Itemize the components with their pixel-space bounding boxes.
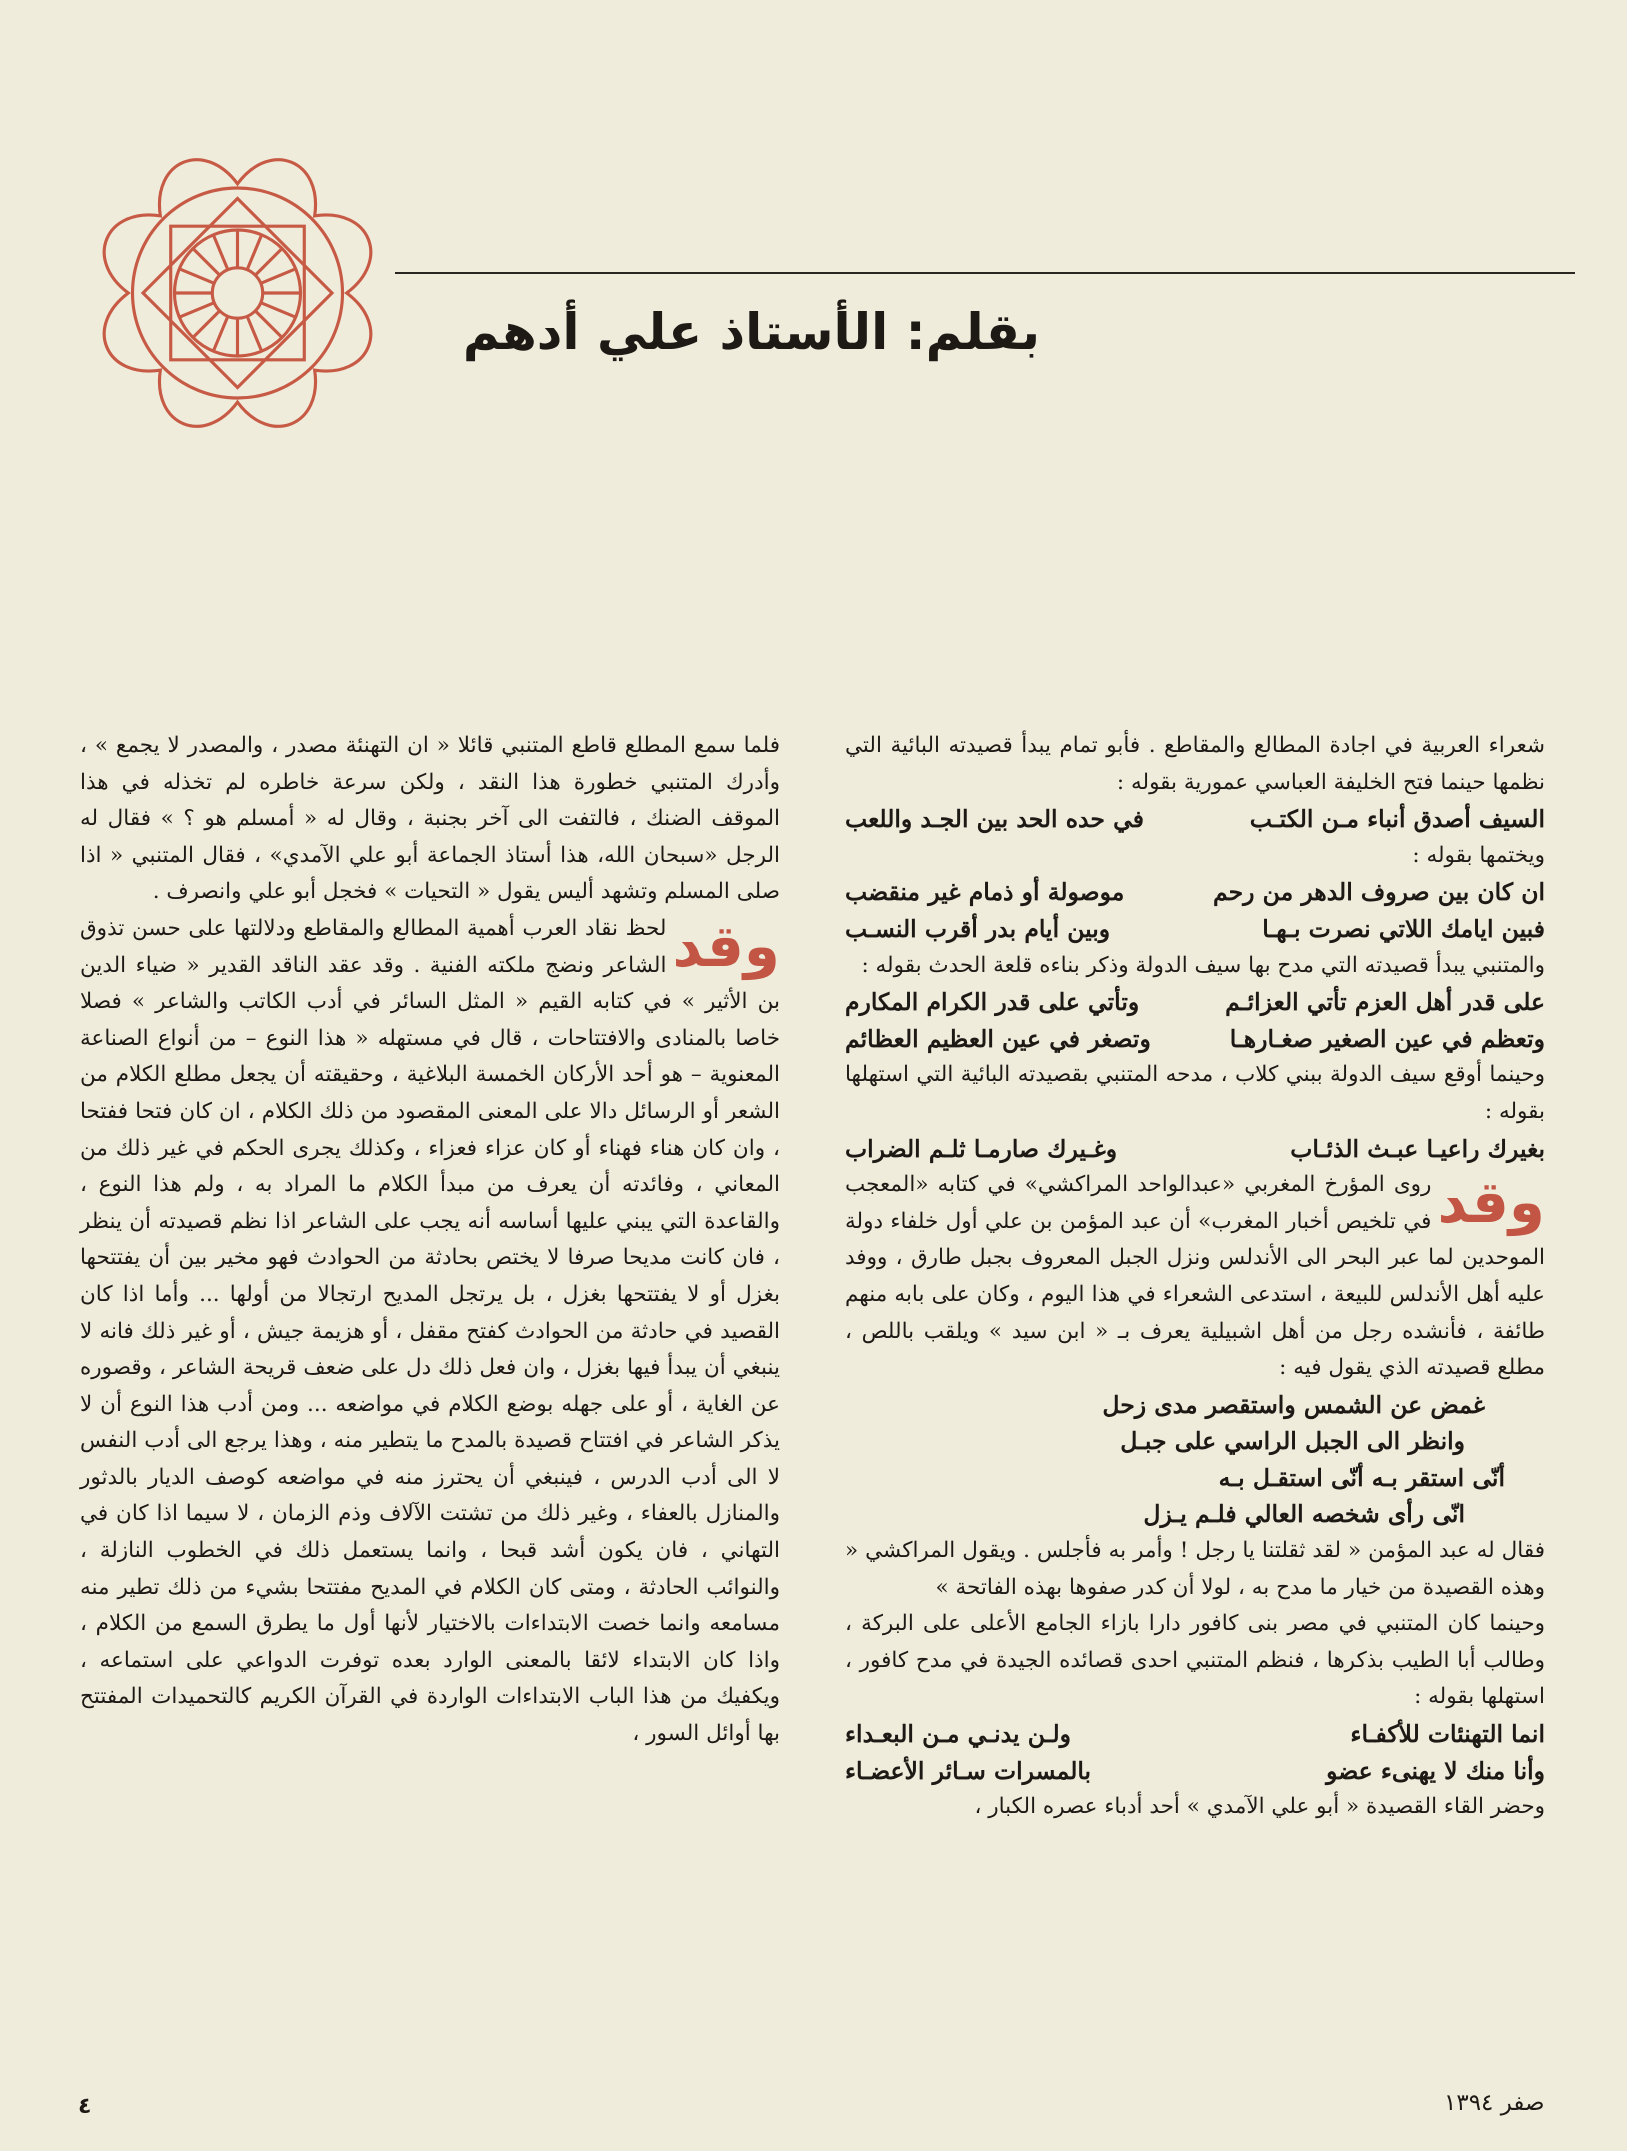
paragraph — [845, 728, 1545, 801]
paragraph-text: لحظ نقاد العرب أهمية المطالع والمقاطع ودلالتها على حسن تذوق الشاعر ونضج ملكته الفنية . وقد عقد الناقد القدير « ضياء الدين بن الأثير » في كتابه القيم « المثل السائر في أدب الكاتب والشاعر » فصلا خاصا بالمنادى والافتتاحات ، قال في مستهله « هذا النوع – من أنواع الصناعة المعنوية – هو أحد الأركان الخمسة البلاغية ، وحقيقته أن يجعل مطلع الكلام من الشعر أو الرسائل دالا على المعنى المقصود من ذلك الكلام ، ان كان فتحا ففتحا ، وان كان هناء فهناء أو كان عزاء فعزاء ، وكذلك يجرى الحكم في غير ذلك من المعاني ، وفائدته أن يعرف من مبدأ الكلام ما المراد به ، ولم هذا النوع ، والقاعدة التي يبني عليها أساسه أنه يجب على الشاعر اذا نظم قصيدته أن ينظر ، فان كانت مديحا صرفا لا يختص بحادثة من الحوادث فهو مخير بين أن يفتتحها بغزل أو لا يفتتحها بغزل ، بل يرتجل المديح ارتجالا من أولها ... وأما اذا كان القصيد في حادثة من الحوادث كفتح مقفل ، أو هزيمة جيش ، أو غير ذلك فانه لا ينبغي أن يبدأ فيها بغزل ، وان فعل ذلك دل على ضعف قريحة الشاعر ، وقصوره عن الغاية ، أو على جهله بوضع الكلام في مواضعه ... ومن أدب هذا النوع أن لا يذكر الشاعر في افتتاح قصيدة بالمدح ما يتطير منه ، وهذا يرجع الى أدب النفس لا الى أدب الدرس ، فينبغي أن يحترز منه في مواضعه كوصف الديار بالدثور والمنازل بالعفاء ، وغير ذلك من تشتت الآلاف وذم الزمان ، لا سيما اذا كان في التهاني ، فان يكون أشد قبحا ، وانما يستعمل ذلك في الخطوب النازلة ، والنوائب الحادثة ، ومتى كان الكلام في المديح مفتتحا بشيء من ذلك تطير منه مسامعه وانما خصت الابتداءات بالاختيار لأنها أول ما يطرق السمع من الكلام ، واذا كان الابتداء لائقا بالمعنى الوارد بعده توفرت الدواعي على استماعه ، ويكفيك من هذا الباب الابتداءات الواردة في القرآن الكريم كالتحميدات المفتتح بها أوائل السور ، — [80, 915, 780, 1747]
paragraph — [845, 948, 1545, 985]
paragraph-text: فقال له عبد المؤمن « لقد ثقلتنا يا رجل ! وأمر به فأجلس . ويقول المراكشي « وهذه القصيدة من خيار ما مدح به ، لولا أن كدر صفوها بهذه الفاتحة » — [845, 1538, 1545, 1600]
paragraph — [80, 911, 780, 1753]
article-byline: بقلم: الأستاذ علي أدهم — [462, 303, 1040, 361]
hemistich-second: موصولة أو ذمام غير منقضب — [845, 878, 1125, 907]
hemistich-first: وتعظم في عين الصغير صغـارهـا — [1229, 1024, 1545, 1053]
hemistich-second: وبين أيام بدر أقرب النسـب — [845, 914, 1111, 943]
paragraph-text: شعراء العربية في اجادة المطالع والمقاطع . فأبو تمام يبدأ قصيدته البائية التي نظمها حينما فتح الخليفة العباسي عمورية بقوله : — [845, 733, 1545, 795]
paragraph-text: ويختمها بقوله : — [1412, 842, 1545, 868]
verse-line — [845, 984, 1545, 1021]
hemistich-first: بغيرك راعيـا عبـث الذئـاب — [1290, 1134, 1545, 1163]
hemistich-first: السيف أصدق أنباء مـن الكتـب — [1249, 805, 1545, 834]
paragraph-text: وحينما أوقع سيف الدولة ببني كلاب ، مدحه المتنبي بقصيدته البائية التي استهلها بقوله : — [845, 1062, 1545, 1124]
verse-line — [845, 1131, 1545, 1168]
verse-line — [845, 1753, 1545, 1790]
hemistich-second: بالمسرات سـائر الأعضـاء — [845, 1756, 1092, 1785]
paragraph — [845, 1789, 1545, 1826]
verse-line — [845, 1716, 1545, 1753]
verse-line — [845, 1021, 1545, 1058]
hemistich-first: وأنا منك لا يهنىء عضو — [1326, 1756, 1545, 1785]
paragraph — [80, 728, 780, 911]
paragraph-text: فلما سمع المطلع قاطع المتنبي قائلا « ان التهنئة مصدر ، والمصدر لا يجمع » ، وأدرك المتنبي خطورة هذا النقد ، ولكن سرعة خاطره لم تخذله في هذا الموقف الضنك ، فالتفت الى آخر بجنبة ، وقال له « أمسلم هو ؟ » فقال له الرجل «سبحان الله، هذا أستاذ الجماعة أبو علي الآمدي» ، فقال المتنبي « اذا صلى المسلم وتشهد أليس يقول « التحيات » فخجل أبو علي وانصرف . — [80, 733, 780, 905]
right-column — [845, 728, 1545, 1826]
paragraph-text: روى المؤرخ المغربي «عبدالواحد المراكشي» في كتابه «المعجب في تلخيص أخبار المغرب» أن عبد المؤمن بن علي أول خلفاء دولة الموحدين لما عبر البحر الى الأندلس ونزل الجبل المعروف بجبل طارق ، ووفد عليه أهل الأندلس للبيعة ، استدعى الشعراء في هذا اليوم ، وكان على بابه منهم طائفة ، فأنشده رجل من أهل اشبيلية يعرف بـ « ابن سيد » ويلقب باللص ، مطلع قصيدته الذي يقول فيه : — [845, 1172, 1545, 1381]
paragraph — [845, 1606, 1545, 1716]
hemistich-second: ولـن يدنـي مـن البعـداء — [845, 1720, 1071, 1749]
paragraph-text: وحضر القاء القصيدة « أبو علي الآمدي » أحد أدباء عصره الكبار ، — [974, 1794, 1545, 1820]
page-number: ٤ — [78, 2094, 92, 2119]
hemistich-first: ان كان بين صروف الدهر من رحم — [1212, 878, 1545, 907]
verse-line — [845, 911, 1545, 948]
paragraph-text: والمتنبي يبدأ قصيدته التي مدح بها سيف الدولة وذكر بناءه قلعة الحدث بقوله : — [861, 952, 1545, 978]
header-rule — [395, 272, 1575, 274]
poem-line: وانظر الى الجبل الراسي على جبـل — [1120, 1427, 1465, 1456]
verse-line — [845, 801, 1545, 838]
hemistich-first: على قدر أهل العزم تأتي العزائـم — [1225, 988, 1545, 1017]
poem-line: أنّى استقر بـه أنّى استقـل بـه — [1218, 1463, 1505, 1492]
paragraph — [845, 1167, 1545, 1387]
hemistich-first: فبين ايامك اللاتي نصرت بـهـا — [1262, 914, 1545, 943]
arabesque-rosette-icon — [80, 128, 395, 458]
poem-line: غمض عن الشمس واستقصر مدى زحل — [1102, 1390, 1485, 1419]
drop-cap: وقد — [672, 911, 780, 980]
hemistich-first: انما التهنئات للأكفـاء — [1350, 1720, 1545, 1749]
verse-line — [845, 874, 1545, 911]
hemistich-second: وتأتي على قدر الكرام المكارم — [845, 988, 1140, 1017]
drop-cap: وقد — [1437, 1168, 1545, 1237]
hemistich-second: في حده الحد بين الجـد واللعب — [845, 805, 1144, 834]
poem-line: انّى رأى شخصه العالي فلـم يـزل — [1143, 1500, 1465, 1529]
left-column — [80, 728, 780, 1753]
issue-date: صفر ١٣٩٤ — [1444, 2090, 1545, 2116]
paragraph — [845, 1533, 1545, 1606]
paragraph — [845, 1057, 1545, 1130]
paragraph-text: وحينما كان المتنبي في مصر بنى كافور دارا بازاء الجامع الأعلى على البركة ، وطالب أبا الطيب بذكرها ، فنظم المتنبي احدى قصائده الجيدة في مدح كافور ، استهلها بقوله : — [845, 1611, 1545, 1710]
paragraph — [845, 838, 1545, 875]
hemistich-second: وتصغر في عين العظيم العظائم — [845, 1024, 1151, 1053]
hemistich-second: وغـيرك صارمـا ثلـم الضراب — [845, 1134, 1118, 1163]
